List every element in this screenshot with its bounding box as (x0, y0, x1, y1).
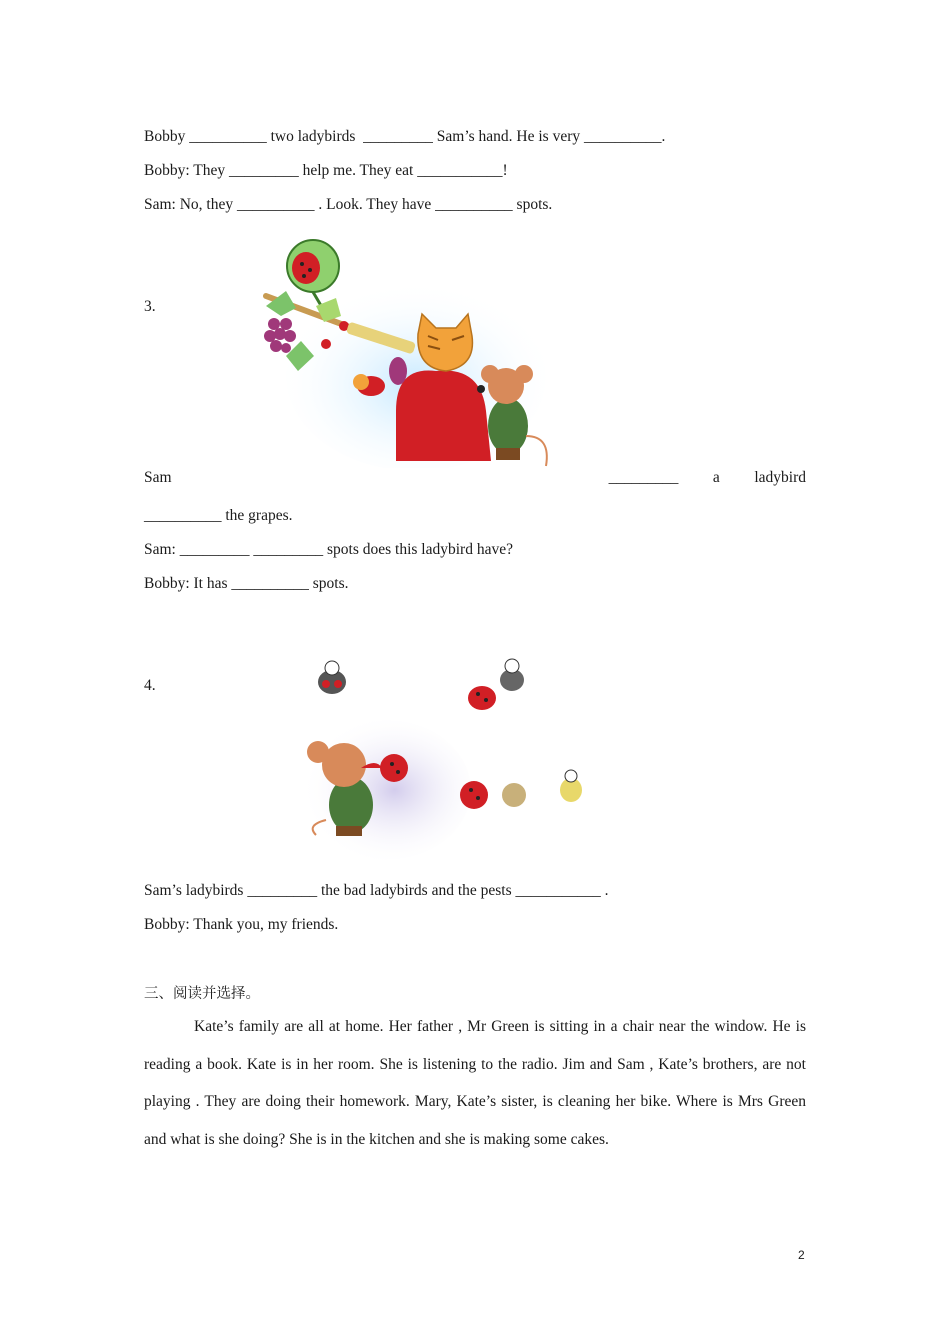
q3-number: 3. (144, 298, 156, 315)
q3-article: a (712, 469, 720, 486)
reading-passage: Kate’s family are all at home. Her father , Mr Green is sitting in a chair near the window. He is reading a book. Kate is in her room. She is listening to the radio. Jim and Sam , Kate’s brothers, are not playing . They are doing their homework. Mary, Kate’s sister, is cleaning her bike. Where is Mrs Green and what is she doing? She is in the kitchen and she is making some cakes. (144, 1018, 806, 1148)
q3-line-2: __________ the grapes. (144, 507, 293, 524)
q3-line-1 (144, 468, 806, 488)
q4-number: 4. (144, 677, 156, 694)
q2-line-2: Bobby: They _________ help me. They eat ___________! (144, 162, 508, 179)
q2-line-1: Bobby __________ two ladybirds _________ Sam’s hand. He is very __________. (144, 128, 666, 145)
q3-subject: Sam (144, 469, 172, 486)
page-number: 2 (798, 1248, 805, 1262)
gray-ladybird-icon (318, 661, 346, 694)
q3-blank-1: _________ (608, 469, 679, 486)
q2-line-3: Sam: No, they __________ . Look. They have __________ spots. (144, 196, 553, 213)
sam-bobby-grapes-illustration (246, 236, 558, 468)
q3-line-3: Sam: _________ _________ spots does this ladybird have? (144, 541, 513, 558)
q3-object: ladybird (754, 469, 806, 486)
q4-line-2: Bobby: Thank you, my friends. (144, 916, 339, 933)
ladybirds-fighting-illustration (296, 640, 606, 865)
q4-line-1: Sam’s ladybirds _________ the bad ladybirds and the pests ___________ . (144, 882, 609, 899)
section3-heading: 三、阅读并选择。 (144, 986, 260, 1002)
q3-line-4: Bobby: It has __________ spots. (144, 575, 349, 592)
